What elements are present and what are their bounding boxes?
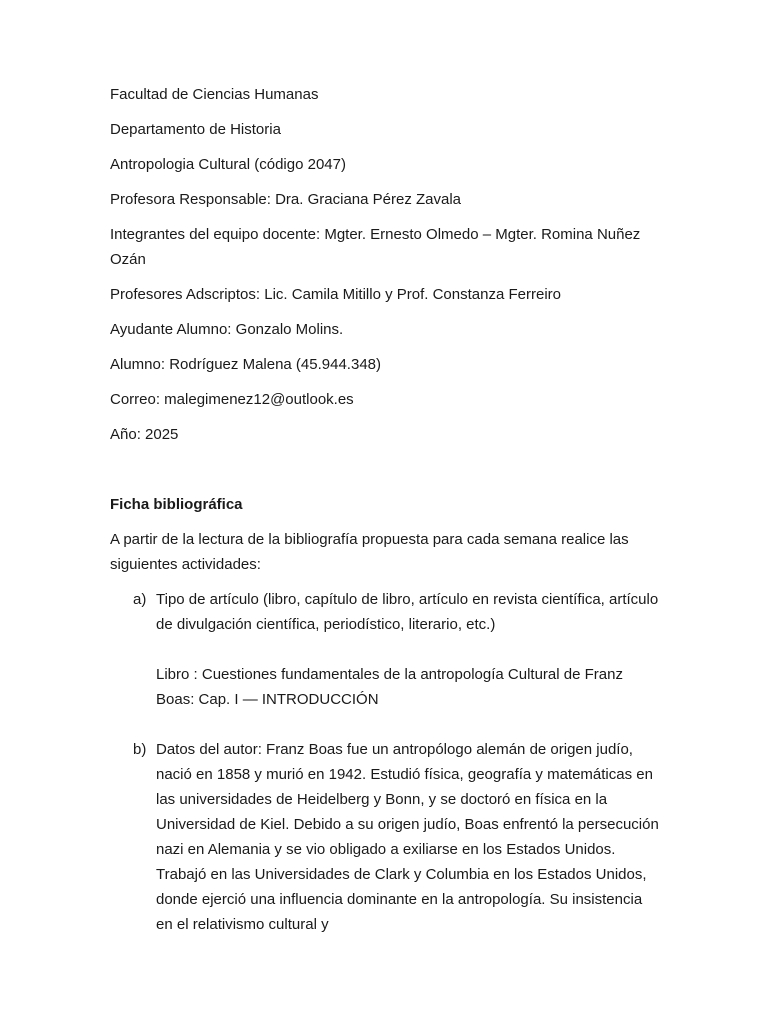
course-line: Antropologia Cultural (código 2047) [110, 156, 346, 173]
section-title: Ficha bibliográfica [110, 496, 243, 513]
ayudante-line: Ayudante Alumno: Gonzalo Molins. [110, 321, 344, 338]
list-marker-a: a) [133, 591, 147, 608]
list-item-a-body [156, 587, 662, 712]
student-line: Alumno: Rodríguez Malena (45.944.348) [110, 356, 381, 373]
list-item-a [110, 587, 662, 712]
email-line: Correo: malegimenez12@outlook.es [110, 391, 354, 408]
year-line: Año: 2025 [110, 426, 179, 443]
item-b-text: Datos del autor: Franz Boas fue un antropólogo alemán de origen judío, nació en 1858 y murió en 1942. Estudió física, geografía y matemáticas en las universidades de Heidelberg y Bonn, y se doctoró en física en la Universidad de Kiel. Debido a su origen judío, Boas enfrentó la persecución nazi en Alemania y se vio obligado a exiliarse en los Estados Unidos. Trabajó en las Universidades de Clark y Columbia en los Estados Unidos, donde ejerció una influencia dominante en la antropología. Su insistencia en el relativismo cultural y [156, 741, 659, 933]
item-a-question: Tipo de artículo (libro, capítulo de libro, artículo en revista científica, artículo de divulgación científica, periodístico, literario, etc.) [156, 591, 659, 633]
item-a-answer: Libro : Cuestiones fundamentales de la antropología Cultural de Franz Boas: Cap. I — INTRODUCCIÓN [156, 666, 623, 708]
list-item-b [110, 737, 662, 937]
adscriptos-line: Profesores Adscriptos: Lic. Camila Mitillo y Prof. Constanza Ferreiro [110, 286, 561, 303]
document-page [110, 82, 662, 937]
section-spacer [110, 457, 662, 492]
list-item-b-body [156, 737, 662, 937]
section-intro: A partir de la lectura de la bibliografía propuesta para cada semana realice las siguientes actividades: [110, 531, 629, 573]
department-line: Departamento de Historia [110, 121, 281, 138]
professor-line: Profesora Responsable: Dra. Graciana Pérez Zavala [110, 191, 462, 208]
faculty-line: Facultad de Ciencias Humanas [110, 86, 319, 103]
item-a-gap [156, 637, 662, 662]
teaching-team-line: Integrantes del equipo docente: Mgter. Ernesto Olmedo – Mgter. Romina Nuñez Ozán [110, 226, 641, 268]
items-gap [110, 712, 662, 737]
list-marker-b: b) [133, 741, 147, 758]
